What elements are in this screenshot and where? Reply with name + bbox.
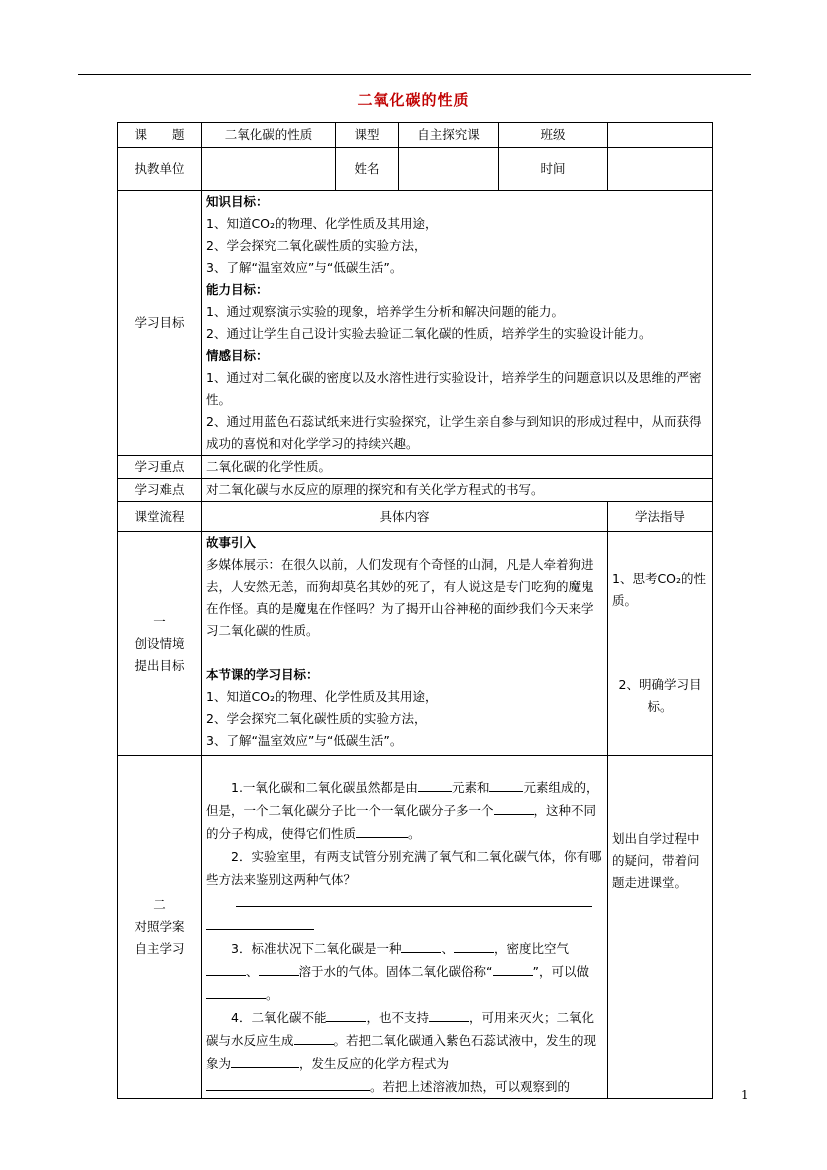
spacer: [206, 642, 603, 664]
header-row-2: [118, 148, 713, 191]
flow-header-row: [118, 502, 713, 532]
section-2-guide: 划出自学过程中的疑问，带着问题走进课堂。: [608, 756, 713, 1099]
value-time: [608, 148, 713, 191]
question-1: 1.一氧化碳和二氧化碳虽然都是由 元素和 元素组成的，但是，一个二氧化碳分子比一个一氧化碳分子多一个 ，这种不同的分子构成，使得它们性质 。: [206, 780, 599, 841]
story-title: 故事引入: [206, 535, 257, 550]
header-rule: [78, 74, 751, 75]
emotion-goal-1: 1、通过对二氧化碳的密度以及水溶性进行实验设计，培养学生的问题意识以及思维的严密性。: [206, 370, 702, 407]
document-title: 二氧化碳的性质: [357, 91, 470, 109]
section-1-content: [202, 532, 608, 756]
value-unit: [202, 148, 336, 191]
difficulty-row: [118, 479, 713, 502]
section-1-row: [118, 532, 713, 756]
label-name: 姓名: [336, 148, 399, 191]
label-type: 课型: [336, 123, 399, 148]
value-name: [399, 148, 499, 191]
question-4: 4．二氧化碳不能 ，也不支持 ，可用来灭火；二氧化碳与水反应生成 。若把二氧化碳通入紫色石蕊试液中，发生的现象为 ，发生反应的化学方程式为。若把上述溶液加热，可以观察到的: [206, 1010, 597, 1094]
section-2-label-line1: 对照学案: [134, 919, 185, 934]
lesson-goal-2: 2、学会探究二氧化碳性质的实验方法，: [206, 711, 427, 726]
section-1-label-line2: 提出目标: [134, 657, 185, 673]
knowledge-goal-title: 知识目标：: [206, 194, 269, 209]
goals-row: [118, 191, 713, 456]
knowledge-goal-3: 3、了解“温室效应”与“低碳生活”。: [206, 260, 403, 275]
question-3: 3．标准状况下二氧化碳是一种 、 ，密度比空气、 溶于水的气体。固体二氧化碳俗称“ ”，可以做。: [206, 937, 603, 1006]
guide-2: 2、明确学习目标。: [618, 677, 702, 714]
goals-label: 学习目标: [118, 191, 202, 456]
key-point-text: 二氧化碳的化学性质。: [202, 456, 713, 479]
knowledge-goal-2: 2、学会探究二氧化碳性质的实验方法，: [206, 238, 427, 253]
emotion-goal-title: 情感目标：: [206, 348, 269, 363]
ability-goal-title: 能力目标：: [206, 282, 269, 297]
section-1-guide: [608, 532, 713, 756]
section-2-number: 二: [153, 897, 166, 912]
section-2-label: [118, 756, 202, 1099]
difficulty-text: 对二氧化碳与水反应的原理的探究和有关化学方程式的书写。: [202, 479, 713, 502]
flow-header-content: 具体内容: [202, 502, 608, 532]
flow-header-guide: 学法指导: [608, 502, 713, 532]
goals-content: [202, 191, 713, 456]
section-2-label-line2: 自主学习: [134, 941, 185, 956]
lesson-goal-3: 3、了解“温室效应”与“低碳生活”。: [206, 733, 403, 748]
ability-goal-1: 1、通过观察演示实验的现象，培养学生分析和解决问题的能力。: [206, 304, 564, 319]
lesson-goals-title: 本节课的学习目标：: [206, 667, 319, 682]
ability-goal-2: 2、通过让学生自己设计实验去验证二氧化碳的性质，培养学生的实验设计能力。: [206, 326, 652, 341]
key-point-label: 学习重点: [118, 456, 202, 479]
difficulty-label: 学习难点: [118, 479, 202, 502]
label-topic: 课 题: [118, 123, 202, 148]
label-time: 时间: [499, 148, 608, 191]
section-1-number: 一: [153, 613, 166, 629]
lesson-goal-1: 1、知道CO₂的物理、化学性质及其用途，: [206, 689, 438, 704]
emotion-goal-2: 2、通过用蓝色石蕊试纸来进行实验探究，让学生亲自参与到知识的形成过程中，从而获得成功的喜悦和对化学学习的持续兴趣。: [206, 414, 702, 451]
section-1-label: [118, 532, 202, 756]
lesson-plan-table: [117, 122, 713, 1099]
section-2-row: [118, 756, 713, 1099]
question-2-answer-line: [206, 891, 603, 914]
story-text: 多媒体展示：在很久以前，人们发现有个奇怪的山洞，凡是人牵着狗进去，人安然无恙，而狗却莫名其妙的死了，有人说这是专门吃狗的魔鬼在作怪。真的是魔鬼在作怪吗？为了揭开山谷神秘的面纱我们今天来学习二氧化碳的性质。: [206, 557, 594, 638]
page-number: 1: [741, 1088, 749, 1102]
question-2-answer-line-2: [206, 914, 603, 937]
flow-header-stage: 课堂流程: [118, 502, 202, 532]
value-topic: 二氧化碳的性质: [202, 123, 336, 148]
section-2-content: [202, 756, 608, 1099]
value-type: 自主探究课: [399, 123, 499, 148]
label-class: 班级: [499, 123, 608, 148]
header-row-1: [118, 123, 713, 148]
question-2: 2．实验室里，有两支试管分别充满了氧气和二氧化碳气体，你有哪些方法来鉴别这两种气体？: [206, 849, 602, 887]
guide-1: 1、思考CO₂的性质。: [612, 571, 707, 608]
knowledge-goal-1: 1、知道CO₂的物理、化学性质及其用途，: [206, 216, 438, 231]
value-class: [608, 123, 713, 148]
label-unit: 执教单位: [118, 148, 202, 191]
section-1-label-line1: 创设情境: [134, 635, 185, 651]
key-point-row: [118, 456, 713, 479]
